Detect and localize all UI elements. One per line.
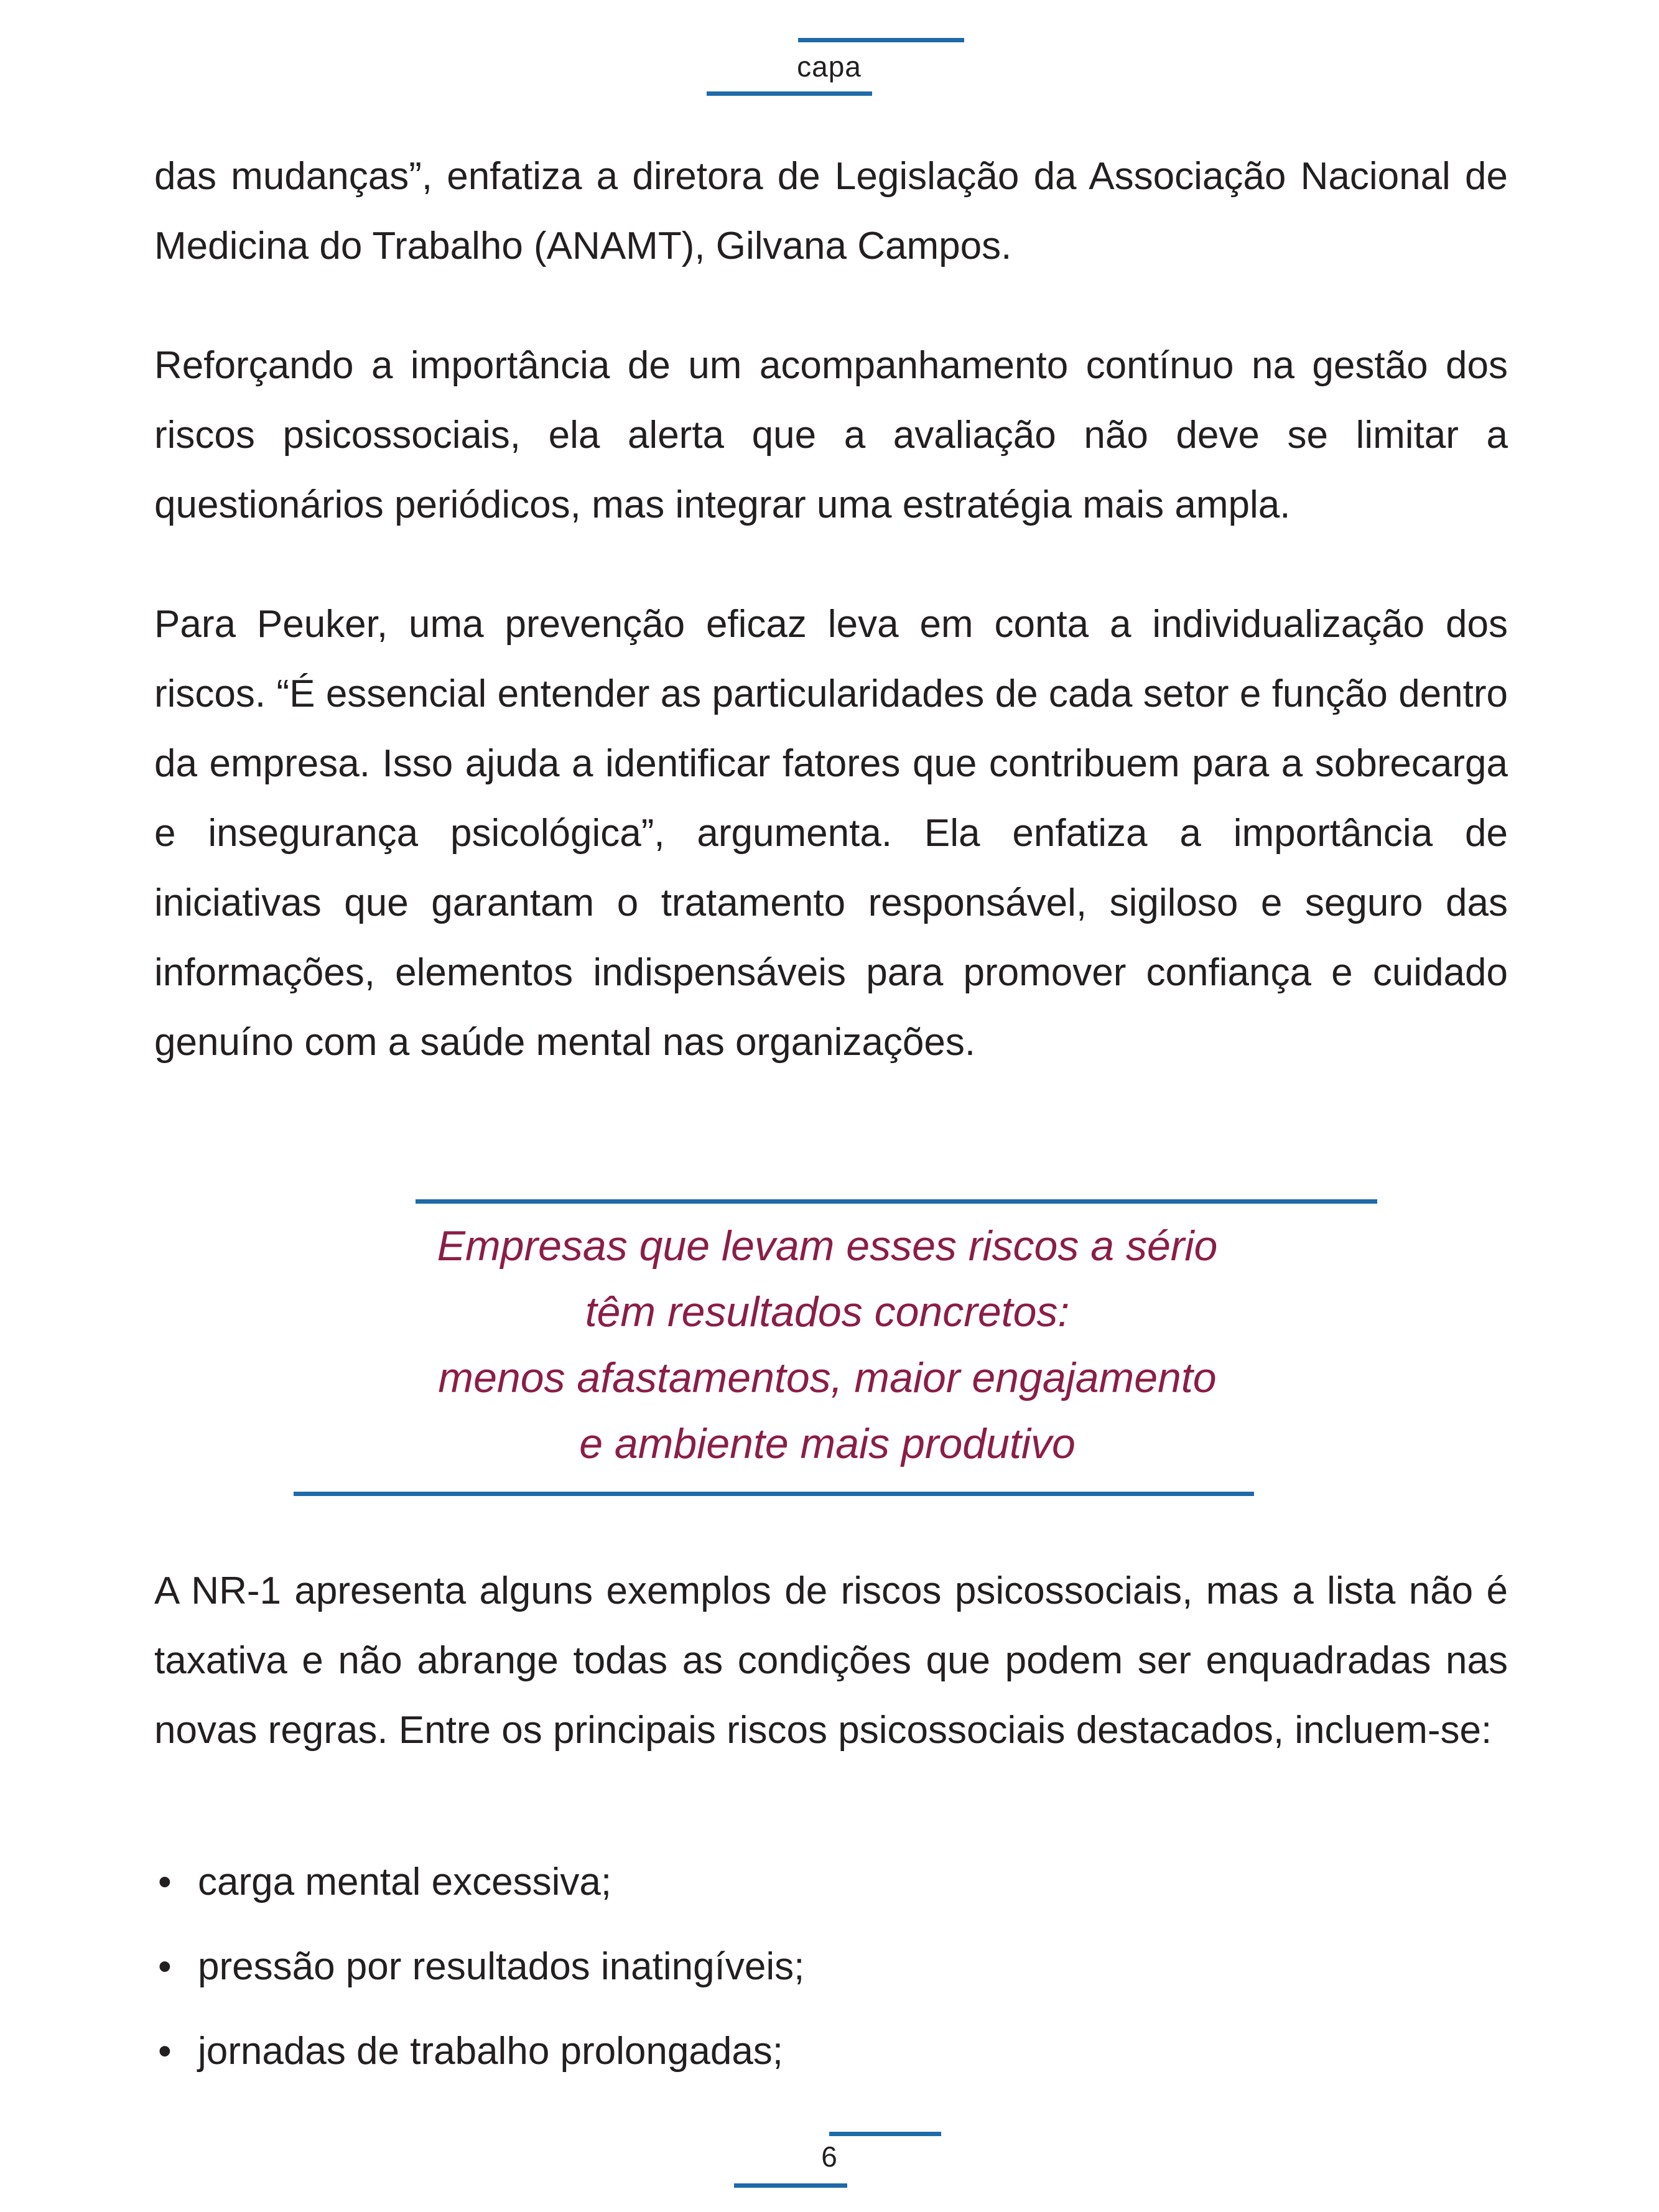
pull-quote-line: têm resultados concretos: [585,1288,1070,1336]
bullet-icon: • [158,1861,172,1903]
list-item-text: jornadas de trabalho prolongadas; [198,2030,784,2073]
bullet-icon: • [158,1945,172,1988]
header-rule-bottom [707,91,872,96]
list-item [154,1847,1508,1932]
footer-rule-bottom [734,2183,847,2188]
page-number: 6 [821,2140,837,2173]
pull-quote-line: e ambiente mais produtivo [579,1420,1076,1467]
header-rule-top [798,38,964,42]
quote-rule-top [416,1199,1377,1204]
list-item [154,1932,1508,2017]
quote-rule-bottom [294,1492,1254,1496]
paragraph-3: Para Peuker, uma prevenção eficaz leva em conta a individualização dos riscos. “É essencial entender as particularidades de cada setor e função dentro da empresa. Isso ajuda a identificar fatores que contribuem para a sobrecarga e insegurança psicológica”, argumenta. Ela enfatiza a importância de iniciativas que garantam o tratamento responsável, sigiloso e seguro das informações, elementos indispensáveis para promover confiança e cuidado genuíno com a saúde mental nas organizações. [154,603,1508,1064]
pull-quote-line: menos afastamentos, maior engajamento [438,1354,1217,1401]
list-item-text: pressão por resultados inatingíveis; [198,1945,805,1988]
list-item-text: carga mental excessiva; [198,1861,612,1903]
paragraph-1: das mudanças”, enfatiza a diretora de Legislação da Associação Nacional de Medicina do Trabalho (ANAMT), Gilvana Campos. [154,155,1508,267]
paragraph-4: A NR-1 apresenta alguns exemplos de riscos psicossociais, mas a lista não é taxativa e não abrange todas as condições que podem ser enquadradas nas novas regras. Entre os principais riscos psicossociais destacados, incluem-se: [154,1569,1508,1752]
section-label: capa [797,50,862,83]
bullet-icon: • [158,2030,172,2073]
footer-rule-top [829,2132,941,2136]
pull-quote-line: Empresas que levam esses riscos a sério [437,1222,1218,1270]
risk-list [154,1847,1508,2101]
paragraph-2: Reforçando a importância de um acompanhamento contínuo na gestão dos riscos psicossociais, ela alerta que a avaliação não deve se limitar a questionários periódicos, mas integrar uma estratégia mais ampla. [154,344,1508,526]
list-item [154,2017,1508,2101]
pull-quote [348,1213,1306,1477]
